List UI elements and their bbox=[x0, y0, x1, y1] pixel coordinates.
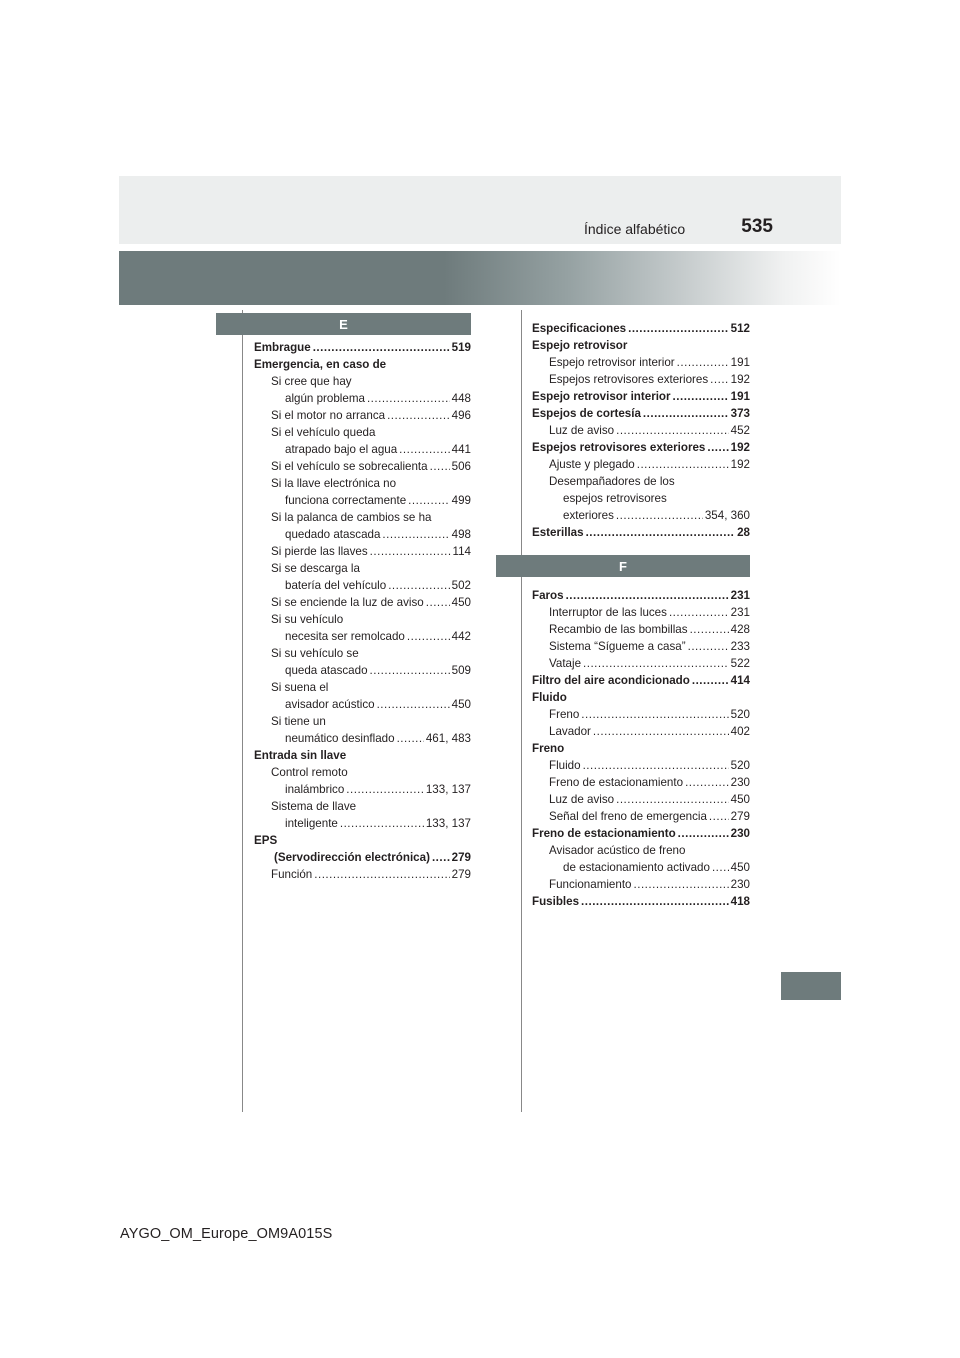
index-entry bbox=[532, 456, 750, 473]
index-entry-page: 520 bbox=[730, 708, 750, 721]
leader-dots bbox=[314, 866, 449, 883]
index-entry-text: Filtro del aire acondicionado bbox=[532, 674, 690, 687]
leader-dots bbox=[399, 441, 449, 458]
index-entry-page: 114 bbox=[452, 545, 471, 558]
index-entry-text: Control remoto bbox=[271, 766, 348, 779]
document-footer: AYGO_OM_Europe_OM9A015S bbox=[120, 1226, 333, 1242]
index-entry-text: Interruptor de las luces bbox=[549, 606, 667, 619]
leader-dots bbox=[583, 757, 729, 774]
letter-heading-f: F bbox=[496, 555, 750, 577]
leader-dots bbox=[387, 407, 450, 424]
index-entry bbox=[254, 577, 471, 594]
index-entry-text: Señal del freno de emergencia bbox=[549, 810, 707, 823]
index-entry-page: 502 bbox=[451, 579, 471, 592]
index-entry bbox=[532, 723, 750, 740]
index-column-right bbox=[522, 320, 750, 910]
index-entry-text: funciona correctamente bbox=[285, 494, 407, 507]
leader-dots bbox=[566, 587, 729, 604]
index-entry-page: 450 bbox=[730, 861, 750, 874]
decorative-gradient-band bbox=[119, 251, 841, 305]
index-entry-page: 233 bbox=[730, 640, 750, 653]
leader-dots bbox=[581, 706, 728, 723]
index-entry bbox=[532, 842, 750, 859]
index-entry-text: Si se descarga la bbox=[271, 562, 360, 575]
index-entry bbox=[532, 371, 750, 388]
index-entry-page: 231 bbox=[730, 606, 750, 619]
index-entry-page: 418 bbox=[730, 895, 750, 908]
index-entry bbox=[532, 893, 750, 910]
index-entry-page: 279 bbox=[451, 868, 471, 881]
index-entry-page: 520 bbox=[730, 759, 750, 772]
index-entry-text: Si pierde las llaves bbox=[271, 545, 368, 558]
index-list-e bbox=[243, 339, 471, 883]
leader-dots bbox=[388, 577, 449, 594]
index-list-e-continued bbox=[522, 320, 750, 541]
leader-dots bbox=[593, 723, 729, 740]
index-entry-page: 230 bbox=[730, 776, 750, 789]
index-entry bbox=[254, 492, 471, 509]
index-entry bbox=[254, 730, 471, 747]
leader-dots bbox=[685, 774, 729, 791]
index-entry bbox=[254, 696, 471, 713]
index-entry-text: Fusibles bbox=[532, 895, 580, 908]
index-entry-text: Si cree que hay bbox=[271, 375, 352, 388]
index-entry bbox=[254, 645, 471, 662]
index-entry-page: 512 bbox=[730, 322, 750, 335]
index-entry bbox=[254, 560, 471, 577]
leader-dots bbox=[690, 621, 729, 638]
index-entry-text: batería del vehículo bbox=[285, 579, 387, 592]
leader-dots bbox=[628, 320, 729, 337]
leader-dots bbox=[688, 638, 729, 655]
index-entry-text: algún problema bbox=[285, 392, 365, 405]
index-entry-text: Sistema “Sígueme a casa” bbox=[549, 640, 686, 653]
index-entry-text: Si el motor no arranca bbox=[271, 409, 386, 422]
index-entry-page: 450 bbox=[451, 698, 471, 711]
index-entry-text: necesita ser remolcado bbox=[285, 630, 405, 643]
index-entry-text: Freno bbox=[532, 742, 565, 755]
leader-dots bbox=[634, 876, 729, 893]
index-entry bbox=[254, 611, 471, 628]
leader-dots bbox=[586, 524, 736, 541]
index-entry-page: 354, 360 bbox=[704, 509, 750, 522]
chapter-tab bbox=[781, 972, 841, 1000]
index-entry bbox=[254, 849, 471, 866]
index-entry-page: 452 bbox=[730, 424, 750, 437]
index-entry-page: 441 bbox=[451, 443, 471, 456]
index-entry-text: Funcionamiento bbox=[549, 878, 632, 891]
index-entry bbox=[532, 473, 750, 490]
index-entry bbox=[532, 320, 750, 337]
leader-dots bbox=[408, 492, 449, 509]
index-entry-page: 442 bbox=[451, 630, 471, 643]
index-entry-text: Vataje bbox=[549, 657, 582, 670]
index-entry bbox=[254, 628, 471, 645]
index-entry bbox=[532, 621, 750, 638]
index-entry-text: exteriores bbox=[563, 509, 614, 522]
index-entry-text: Espejo retrovisor interior bbox=[549, 356, 675, 369]
index-entry bbox=[254, 543, 471, 560]
leader-dots bbox=[430, 458, 450, 475]
index-entry-page: 522 bbox=[730, 657, 750, 670]
leader-dots bbox=[382, 526, 449, 543]
leader-dots bbox=[669, 604, 729, 621]
index-entry-text: Ajuste y plegado bbox=[549, 458, 635, 471]
index-entry bbox=[254, 781, 471, 798]
leader-dots bbox=[583, 655, 729, 672]
index-entry-page: 191 bbox=[730, 356, 750, 369]
leader-dots bbox=[432, 849, 450, 866]
index-entry-text: Freno bbox=[549, 708, 580, 721]
header-band bbox=[119, 176, 841, 244]
index-entry bbox=[254, 356, 471, 373]
index-entry bbox=[532, 337, 750, 354]
index-entry bbox=[254, 866, 471, 883]
index-entry-page: 402 bbox=[730, 725, 750, 738]
index-entry-text: Freno de estacionamiento bbox=[532, 827, 676, 840]
index-entry bbox=[532, 689, 750, 706]
index-entry bbox=[532, 422, 750, 439]
index-entry bbox=[254, 526, 471, 543]
index-entry bbox=[532, 604, 750, 621]
index-entry bbox=[532, 524, 750, 541]
index-column-left bbox=[243, 313, 471, 883]
index-entry-page: 373 bbox=[730, 407, 750, 420]
index-entry bbox=[532, 859, 750, 876]
leader-dots bbox=[673, 388, 729, 405]
index-list-f bbox=[522, 587, 750, 910]
index-entry-text: Luz de aviso bbox=[549, 424, 615, 437]
index-entry-text: Espejos de cortesía bbox=[532, 407, 641, 420]
index-entry-text: inteligente bbox=[285, 817, 338, 830]
index-entry bbox=[254, 475, 471, 492]
index-entry-text: (Servodirección electrónica) bbox=[274, 851, 430, 864]
index-entry-page: 450 bbox=[451, 596, 471, 609]
page-number: 535 bbox=[741, 216, 773, 237]
index-entry-text: Espejos retrovisores exteriores bbox=[549, 373, 709, 386]
index-entry bbox=[254, 390, 471, 407]
index-entry bbox=[532, 757, 750, 774]
index-entry bbox=[254, 441, 471, 458]
leader-dots bbox=[313, 339, 450, 356]
leader-dots bbox=[709, 808, 729, 825]
index-entry bbox=[254, 458, 471, 475]
index-entry-text: Lavador bbox=[549, 725, 591, 738]
index-entry-text: Si el vehículo queda bbox=[271, 426, 376, 439]
section-title: Índice alfabético bbox=[584, 221, 686, 237]
index-entry-text: Entrada sin llave bbox=[254, 749, 347, 762]
leader-dots bbox=[407, 628, 450, 645]
index-entry bbox=[254, 407, 471, 424]
leader-dots bbox=[340, 815, 424, 832]
index-entry bbox=[532, 672, 750, 689]
index-entry-text: Embrague bbox=[254, 341, 311, 354]
leader-dots bbox=[581, 893, 729, 910]
index-entry-text: Luz de aviso bbox=[549, 793, 615, 806]
index-entry-text: Espejo retrovisor interior bbox=[532, 390, 671, 403]
index-entry-text: Si su vehículo bbox=[271, 613, 344, 626]
index-entry-text: Fluido bbox=[532, 691, 567, 704]
index-entry bbox=[254, 798, 471, 815]
index-entry-text: de estacionamiento activado bbox=[563, 861, 710, 874]
letter-heading-e: E bbox=[216, 313, 471, 335]
index-entry-page: 509 bbox=[451, 664, 471, 677]
index-entry bbox=[532, 587, 750, 604]
index-entry-text: Emergencia, en caso de bbox=[254, 358, 387, 371]
index-entry-text: Si su vehículo se bbox=[271, 647, 359, 660]
leader-dots bbox=[367, 390, 450, 407]
index-entry-text: Si la palanca de cambios se ha bbox=[271, 511, 432, 524]
index-entry bbox=[254, 373, 471, 390]
index-entry-text: Función bbox=[271, 868, 313, 881]
index-entry-text: Si tiene un bbox=[271, 715, 326, 728]
index-entry-page: 279 bbox=[730, 810, 750, 823]
index-entry-text: Fluido bbox=[549, 759, 581, 772]
leader-dots bbox=[346, 781, 424, 798]
index-entry-page: 230 bbox=[730, 878, 750, 891]
leader-dots bbox=[678, 825, 729, 842]
index-entry-page: 506 bbox=[451, 460, 471, 473]
index-entry-text: inalámbrico bbox=[285, 783, 345, 796]
leader-dots bbox=[616, 791, 729, 808]
index-entry-page: 28 bbox=[737, 526, 750, 539]
index-entry-page: 191 bbox=[730, 390, 750, 403]
leader-dots bbox=[397, 730, 424, 747]
index-entry bbox=[254, 815, 471, 832]
index-entry-text: EPS bbox=[254, 834, 278, 847]
index-entry bbox=[532, 490, 750, 507]
index-entry bbox=[532, 388, 750, 405]
index-entry bbox=[254, 747, 471, 764]
leader-dots bbox=[616, 507, 703, 524]
index-entry bbox=[532, 507, 750, 524]
index-entry-text: Si suena el bbox=[271, 681, 329, 694]
index-entry bbox=[532, 638, 750, 655]
index-entry bbox=[254, 832, 471, 849]
index-entry-page: 279 bbox=[451, 851, 471, 864]
index-entry bbox=[254, 713, 471, 730]
index-entry-page: 192 bbox=[730, 458, 750, 471]
index-entry bbox=[532, 808, 750, 825]
index-entry bbox=[532, 405, 750, 422]
index-entry bbox=[532, 740, 750, 757]
index-entry bbox=[254, 509, 471, 526]
index-entry bbox=[532, 774, 750, 791]
leader-dots bbox=[370, 662, 450, 679]
leader-dots bbox=[707, 439, 728, 456]
leader-dots bbox=[710, 371, 729, 388]
index-entry-text: Freno de estacionamiento bbox=[549, 776, 684, 789]
index-entry-text: Espejos retrovisores exteriores bbox=[532, 441, 706, 454]
index-entry-text: Espejo retrovisor bbox=[532, 339, 628, 352]
index-entry-text: Sistema de llave bbox=[271, 800, 357, 813]
index-entry bbox=[532, 791, 750, 808]
index-entry-text: Si se enciende la luz de aviso bbox=[271, 596, 424, 609]
index-entry-page: 450 bbox=[730, 793, 750, 806]
index-entry bbox=[532, 706, 750, 723]
index-entry-text: neumático desinflado bbox=[285, 732, 395, 745]
index-entry-text: Si el vehículo se sobrecalienta bbox=[271, 460, 428, 473]
index-entry-page: 428 bbox=[730, 623, 750, 636]
index-entry-text: Faros bbox=[532, 589, 564, 602]
index-entry bbox=[254, 594, 471, 611]
index-entry-text: Recambio de las bombillas bbox=[549, 623, 688, 636]
index-entry-text: Avisador acústico de freno bbox=[549, 844, 686, 857]
leader-dots bbox=[643, 405, 729, 422]
index-entry bbox=[254, 679, 471, 696]
index-entry-page: 230 bbox=[730, 827, 750, 840]
index-entry-text: Esterillas bbox=[532, 526, 584, 539]
index-entry-text: queda atascado bbox=[285, 664, 368, 677]
index-entry-page: 461, 483 bbox=[425, 732, 471, 745]
index-entry bbox=[254, 339, 471, 356]
index-entry-text: Especificaciones bbox=[532, 322, 627, 335]
index-entry-text: espejos retrovisores bbox=[563, 492, 667, 505]
index-entry bbox=[532, 876, 750, 893]
index-entry-page: 519 bbox=[451, 341, 471, 354]
index-entry-page: 499 bbox=[451, 494, 471, 507]
index-entry-page: 496 bbox=[451, 409, 471, 422]
index-entry-page: 192 bbox=[730, 373, 750, 386]
leader-dots bbox=[692, 672, 729, 689]
index-entry bbox=[532, 439, 750, 456]
index-entry-page: 448 bbox=[451, 392, 471, 405]
leader-dots bbox=[377, 696, 450, 713]
index-entry bbox=[254, 424, 471, 441]
index-entry bbox=[532, 354, 750, 371]
leader-dots bbox=[712, 859, 729, 876]
index-entry bbox=[532, 655, 750, 672]
leader-dots bbox=[637, 456, 729, 473]
index-entry-text: quedado atascada bbox=[285, 528, 381, 541]
leader-dots bbox=[616, 422, 729, 439]
index-entry bbox=[254, 662, 471, 679]
index-entry bbox=[532, 825, 750, 842]
index-entry-page: 192 bbox=[730, 441, 750, 454]
index-entry-text: atrapado bajo el agua bbox=[285, 443, 398, 456]
index-entry-page: 133, 137 bbox=[425, 783, 471, 796]
leader-dots bbox=[677, 354, 729, 371]
index-entry-text: Desempañadores de los bbox=[549, 475, 675, 488]
leader-dots bbox=[426, 594, 450, 611]
index-entry-text: Si la llave electrónica no bbox=[271, 477, 397, 490]
index-entry-page: 231 bbox=[730, 589, 750, 602]
index-entry-text: avisador acústico bbox=[285, 698, 375, 711]
index-entry bbox=[254, 764, 471, 781]
leader-dots bbox=[370, 543, 451, 560]
index-entry-page: 414 bbox=[730, 674, 750, 687]
index-entry-page: 498 bbox=[451, 528, 471, 541]
index-entry-page: 133, 137 bbox=[425, 817, 471, 830]
